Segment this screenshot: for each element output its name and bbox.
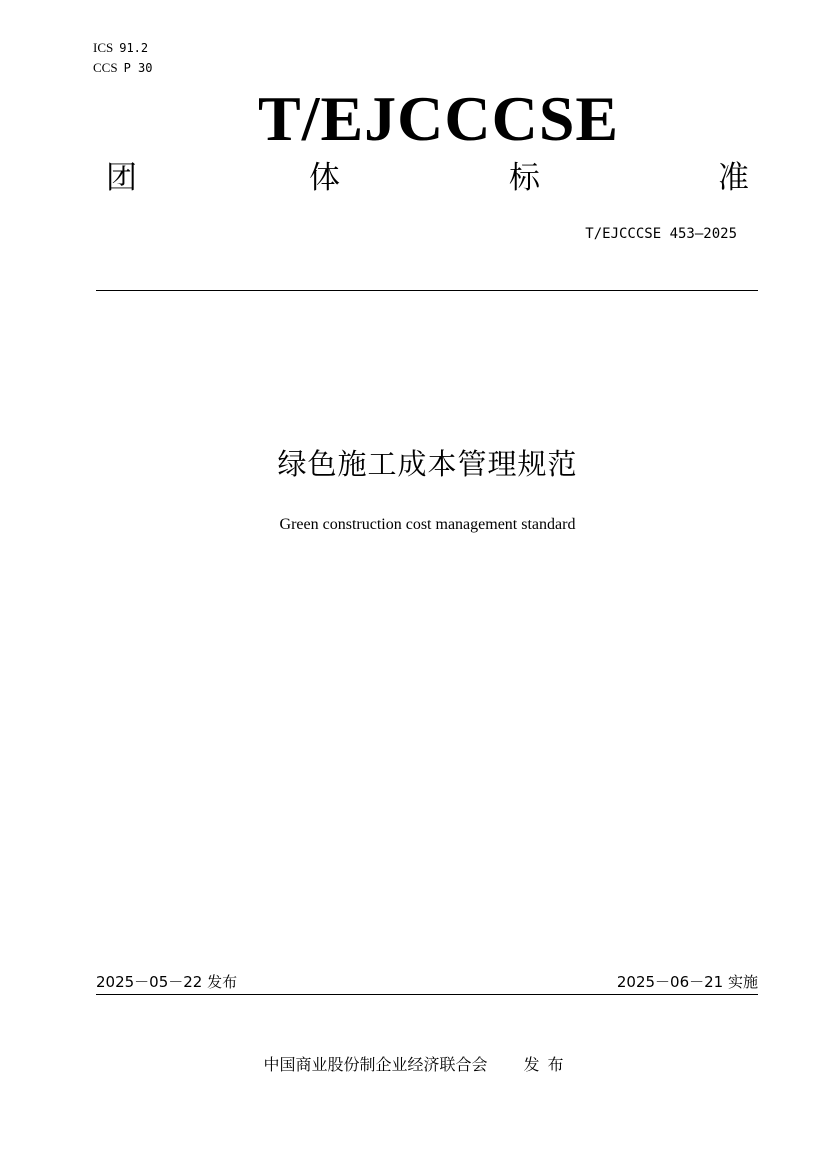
standard-brand-title: T/EJCCCSE <box>258 83 620 154</box>
standard-kind-char: 体 <box>309 160 340 196</box>
header-divider <box>96 290 758 291</box>
ics-label: ICS <box>93 40 114 55</box>
effective-date: 2025－06－21 实施 <box>616 973 758 991</box>
standard-number: T/EJCCCSE 453—2025 <box>585 226 737 242</box>
standard-kind-char: 标 <box>509 160 540 196</box>
ccs-classification <box>93 60 152 76</box>
document-title-chinese: 绿色施工成本管理规范 <box>277 447 578 481</box>
ics-classification <box>93 40 148 56</box>
standard-kind-char: 团 <box>106 160 137 196</box>
publisher-line <box>0 1054 815 1076</box>
document-title-english: Green construction cost management standard <box>279 516 576 533</box>
ccs-code: P 30 <box>123 61 153 75</box>
ccs-label: CCS <box>93 60 118 75</box>
publisher-issue-label: 发布 <box>523 1055 572 1074</box>
footer-divider <box>96 994 758 995</box>
publisher-name: 中国商业股份制企业经济联合会 <box>263 1055 488 1074</box>
standard-kind-char: 准 <box>718 160 749 196</box>
publish-date: 2025－05－22 发布 <box>96 973 238 991</box>
ics-code: 91.2 <box>119 41 149 55</box>
